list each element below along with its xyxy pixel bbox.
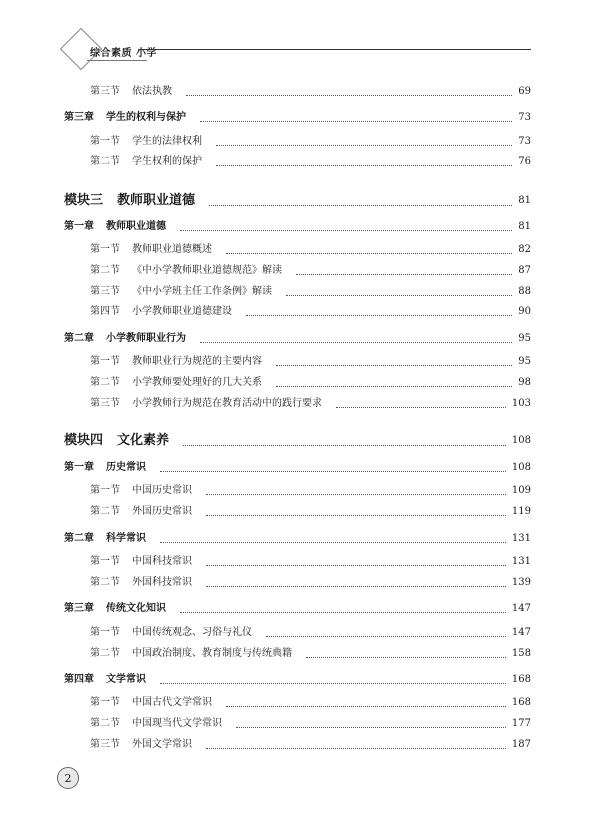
toc-section[interactable]: [64, 647, 531, 661]
chapter-number: 第三章: [64, 112, 94, 123]
running-header: [0, 0, 597, 80]
dot-leader: [200, 342, 512, 343]
page-number: 76: [518, 156, 531, 167]
page-number: 119: [511, 506, 531, 517]
module-title: 文化素养: [117, 433, 170, 448]
dot-leader: [160, 542, 506, 543]
section-title: 依法执教: [132, 86, 172, 97]
section-number: 第一节: [90, 136, 120, 147]
dot-leader: [160, 471, 506, 472]
page-number: 147: [511, 627, 531, 638]
chapter-number: 第三章: [64, 603, 94, 614]
section-number: 第一节: [90, 244, 120, 255]
toc-chapter[interactable]: [64, 602, 531, 616]
dot-leader: [180, 230, 512, 231]
dot-leader: [160, 683, 506, 684]
footer-page-number: 2: [64, 771, 72, 785]
page-number: 168: [511, 674, 531, 685]
dot-leader: [200, 121, 512, 122]
dot-leader: [236, 727, 506, 728]
toc-chapter[interactable]: [64, 461, 531, 475]
page-number: 177: [511, 718, 531, 729]
chapter-title: 科学常识: [106, 533, 146, 544]
chapter-title: 小学教师职业行为: [106, 333, 186, 344]
toc-chapter[interactable]: [64, 220, 531, 234]
chapter-title: 学生的权利与保护: [106, 112, 186, 123]
toc-section[interactable]: [64, 626, 531, 640]
toc-section[interactable]: [64, 85, 531, 99]
section-number: 第三节: [90, 86, 120, 97]
section-number: 第二节: [90, 377, 120, 388]
section-number: 第四节: [90, 306, 120, 317]
page-number: 95: [518, 356, 531, 367]
chapter-number: 第二章: [64, 333, 94, 344]
section-title: 学生权利的保护: [132, 156, 202, 167]
header-rule: [138, 49, 531, 50]
chapter-title: 历史常识: [106, 462, 146, 473]
toc-section[interactable]: [64, 505, 531, 519]
header-underline: [87, 60, 147, 61]
section-number: 第二节: [90, 648, 120, 659]
dot-leader: [216, 145, 512, 146]
toc-section[interactable]: [64, 576, 531, 590]
chapter-number: 第一章: [64, 221, 94, 232]
section-number: 第二节: [90, 506, 120, 517]
dot-leader: [286, 295, 512, 296]
toc-section[interactable]: [64, 285, 531, 299]
dot-leader: [216, 165, 512, 166]
module-number: 模块三: [64, 193, 104, 208]
section-number: 第一节: [90, 356, 120, 367]
dot-leader: [183, 445, 506, 446]
dot-leader: [276, 365, 512, 366]
section-number: 第三节: [90, 286, 120, 297]
chapter-number: 第二章: [64, 533, 94, 544]
page-number: 73: [518, 112, 531, 123]
dot-leader: [276, 386, 512, 387]
module-title: 教师职业道德: [117, 193, 196, 208]
toc-section[interactable]: [64, 696, 531, 710]
chapter-number: 第四章: [64, 674, 94, 685]
dot-leader: [336, 407, 506, 408]
section-title: 中国科技常识: [132, 556, 192, 567]
header-title: 综合素质 小学: [90, 48, 157, 59]
page-number: 103: [511, 398, 531, 409]
section-title: 中国古代文学常识: [132, 697, 212, 708]
toc-chapter[interactable]: [64, 532, 531, 546]
section-title: 外国文学常识: [132, 739, 192, 750]
page-number: 82: [518, 244, 531, 255]
section-title: 中国传统观念、习俗与礼仪: [132, 627, 252, 638]
dot-leader: [206, 494, 506, 495]
toc-module[interactable]: [64, 433, 531, 449]
dot-leader: [180, 612, 506, 613]
section-title: 小学教师职业道德建设: [132, 306, 232, 317]
page-number: 69: [518, 86, 531, 97]
toc-section[interactable]: [64, 305, 531, 319]
section-title: 小学教师要处理好的几大关系: [132, 377, 262, 388]
section-number: 第一节: [90, 627, 120, 638]
section-title: 《中小学教师职业道德规范》解读: [132, 265, 282, 276]
dot-leader: [296, 274, 512, 275]
section-number: 第三节: [90, 398, 120, 409]
chapter-title: 教师职业道德: [106, 221, 166, 232]
section-title: 学生的法律权利: [132, 136, 202, 147]
page-number: 108: [511, 435, 531, 446]
toc-section[interactable]: [64, 135, 531, 149]
toc-chapter[interactable]: [64, 111, 531, 125]
toc-section[interactable]: [64, 355, 531, 369]
section-title: 教师职业道德概述: [132, 244, 212, 255]
dot-leader: [206, 748, 506, 749]
footer-page-badge: [57, 767, 79, 789]
section-number: 第二节: [90, 156, 120, 167]
chapter-title: 传统文化知识: [106, 603, 166, 614]
dot-leader: [266, 636, 506, 637]
dot-leader: [246, 315, 512, 316]
section-title: 外国科技常识: [132, 577, 192, 588]
dot-leader: [206, 565, 506, 566]
page-number: 87: [518, 265, 531, 276]
module-number: 模块四: [64, 433, 104, 448]
dot-leader: [209, 205, 512, 206]
section-title: 中国政治制度、教育制度与传统典籍: [132, 648, 292, 659]
section-number: 第二节: [90, 718, 120, 729]
section-title: 教师职业行为规范的主要内容: [132, 356, 262, 367]
dot-leader: [306, 657, 506, 658]
toc-section[interactable]: [64, 738, 531, 752]
toc-section[interactable]: [64, 397, 531, 411]
section-number: 第二节: [90, 265, 120, 276]
page-number: 109: [511, 485, 531, 496]
page-number: 139: [511, 577, 531, 588]
toc-section[interactable]: [64, 155, 531, 169]
section-title: 外国历史常识: [132, 506, 192, 517]
page-number: 187: [511, 739, 531, 750]
dot-leader: [186, 95, 512, 96]
page-number: 95: [518, 333, 531, 344]
page-number: 131: [511, 533, 531, 544]
page-number: 81: [518, 195, 531, 206]
section-title: 小学教师行为规范在教育活动中的践行要求: [132, 398, 322, 409]
toc-section[interactable]: [64, 555, 531, 569]
page-number: 81: [518, 221, 531, 232]
page-number: 168: [511, 697, 531, 708]
page-number: 108: [511, 462, 531, 473]
page-number: 90: [518, 306, 531, 317]
toc-section[interactable]: [64, 717, 531, 731]
toc-section[interactable]: [64, 484, 531, 498]
toc-module[interactable]: [64, 193, 531, 209]
section-number: 第一节: [90, 697, 120, 708]
toc-section[interactable]: [64, 376, 531, 390]
section-title: 中国现当代文学常识: [132, 718, 222, 729]
section-title: 中国历史常识: [132, 485, 192, 496]
section-number: 第一节: [90, 485, 120, 496]
page-number: 131: [511, 556, 531, 567]
chapter-number: 第一章: [64, 462, 94, 473]
toc-chapter[interactable]: [64, 673, 531, 687]
dot-leader: [226, 253, 512, 254]
page-number: 158: [511, 648, 531, 659]
toc-chapter[interactable]: [64, 332, 531, 346]
dot-leader: [206, 586, 506, 587]
toc-section[interactable]: [64, 264, 531, 278]
page-number: 88: [518, 286, 531, 297]
chapter-title: 文学常识: [106, 674, 146, 685]
section-number: 第一节: [90, 556, 120, 567]
dot-leader: [206, 515, 506, 516]
page-number: 73: [518, 136, 531, 147]
section-number: 第二节: [90, 577, 120, 588]
page-number: 147: [511, 603, 531, 614]
dot-leader: [226, 706, 506, 707]
section-number: 第三节: [90, 739, 120, 750]
section-title: 《中小学班主任工作条例》解读: [132, 286, 272, 297]
toc-section[interactable]: [64, 243, 531, 257]
page-number: 98: [518, 377, 531, 388]
